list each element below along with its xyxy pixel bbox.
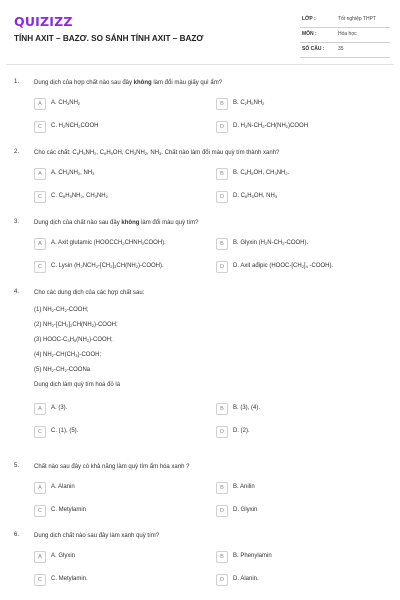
question-number: 4.	[14, 289, 20, 295]
quizizz-logo: QUIZIZZ	[14, 14, 73, 29]
option-text: A. $CH_3NH_2$	[51, 100, 81, 106]
meta-value: Tốt nghiệp THPT	[338, 16, 376, 22]
compound-line-1: (1) $NH_2-CH_2$-COOH;	[34, 307, 89, 313]
meta-row-count	[300, 43, 390, 58]
option-letter-box[interactable]: C	[34, 426, 46, 438]
option-letter-box[interactable]: B	[216, 482, 228, 494]
option-text: A. (3).	[51, 405, 68, 411]
option-text: B. $C_6H_5OH$, $CH_3NH_2$.	[233, 170, 290, 176]
option-letter-box[interactable]: C	[34, 261, 46, 273]
question-text: Cho các dung dịch của các hợp chất sau:	[34, 290, 145, 296]
compound-line-2: (2) $NH_2-[CH_2]_2CH(NH_2)$-COOH;	[34, 322, 118, 328]
option-text: D. (2).	[233, 428, 250, 434]
option-letter-box[interactable]: D	[216, 505, 228, 517]
option-letter-box[interactable]: D	[216, 121, 228, 133]
option-text: C. (1), (5).	[51, 428, 79, 434]
question-number: 1.	[14, 79, 20, 85]
question-text: Cho các chất: $C_6H_5NH_2$, $C_6H_5OH$, $CH_3NH_2$, $NH_3$. Chất nào làm đổi màu quỳ tím thành xanh?	[34, 150, 280, 156]
option-text: B. $C_2H_5NH_2$	[233, 100, 265, 106]
option-text: B. Anilin	[233, 484, 255, 490]
option-letter-box[interactable]: C	[34, 574, 46, 586]
option-letter-box[interactable]: C	[34, 191, 46, 203]
option-text: B. Phenylamin	[233, 553, 272, 559]
compound-line-3: (3) HOOC-$C_3H_5(NH_2)$-COOH;	[34, 337, 113, 343]
option-text: C. Lysin $(H_2NCH_2-[CH_2]_3CH(NH_2)-COOH)$.	[51, 263, 164, 269]
option-letter-box[interactable]: D	[216, 426, 228, 438]
compound-line-4: (4) $NH_2-CH(CH_3)$-COOH;	[34, 352, 102, 358]
question-prompt: Dung dịch làm quỳ tím hoá đỏ là	[34, 382, 121, 388]
page-header	[0, 0, 400, 62]
option-text: C. Metylamin	[51, 507, 87, 513]
meta-label: SỐ CÂU :	[302, 46, 325, 52]
question-text: Dung dịch của hợp chất nào sau đây không làm đổi màu giấy quì ẩm?	[34, 80, 223, 86]
option-text: C. $C_6H_5NH_2$, $CH_3NH_2$	[51, 193, 108, 199]
question-number: 2.	[14, 149, 20, 155]
option-letter-box[interactable]: A	[34, 98, 46, 110]
option-letter-box[interactable]: D	[216, 191, 228, 203]
option-letter-box[interactable]: C	[34, 505, 46, 517]
option-text: D. Axit ađipic ($HOOC-[CH_2]_4$ -COOH).	[233, 263, 334, 269]
option-text: A. $CH_3NH_2$, $NH_3$	[51, 170, 95, 176]
option-text: A. Axit glutamic $(HOOCCH_2CHNH_2COOH)$.	[51, 240, 166, 246]
option-text: A. Glyxin	[51, 553, 76, 559]
emphasis: không	[133, 80, 152, 86]
option-text: C. $H_2NCH_2COOH$	[51, 123, 99, 129]
question-text: Dung dịch của chất nào sau đây không làm đổi màu quỳ tím?	[34, 220, 199, 226]
meta-row-subject	[300, 28, 390, 43]
option-letter-box[interactable]: B	[216, 168, 228, 180]
option-letter-box[interactable]: B	[216, 551, 228, 563]
meta-label: LỚP :	[302, 16, 316, 22]
option-letter-box[interactable]: A	[34, 238, 46, 250]
meta-label: MÔN :	[302, 31, 317, 37]
option-letter-box[interactable]: B	[216, 238, 228, 250]
option-text: D. $H_2N-CH_2-CH(NH_2)COOH$	[233, 123, 309, 129]
meta-value: 35	[338, 46, 344, 52]
option-letter-box[interactable]: A	[34, 551, 46, 563]
option-letter-box[interactable]: D	[216, 574, 228, 586]
option-letter-box[interactable]: B	[216, 98, 228, 110]
option-letter-box[interactable]: A	[34, 403, 46, 415]
document-title: TÍNH AXIT – BAZƠ. SO SÁNH TÍNH AXIT – BAZƠ	[14, 34, 204, 43]
option-text: B. Glyxin $(H_2N-CH_2-COOH)$.	[233, 240, 309, 246]
header-divider	[6, 64, 394, 65]
option-letter-box[interactable]: D	[216, 261, 228, 273]
meta-info-table	[300, 13, 390, 58]
compound-line-5: (5) $NH_2-CH_2$-COONa	[34, 367, 91, 373]
option-letter-box[interactable]: A	[34, 168, 46, 180]
option-letter-box[interactable]: A	[34, 482, 46, 494]
question-text: Dung dịch chất nào sau đây làm xanh quỳ tím?	[34, 533, 160, 539]
option-text: C. Metylamin.	[51, 576, 88, 582]
option-text: B. (3), (4).	[233, 405, 261, 411]
option-text: D. $C_6H_5OH$, $NH_3$	[233, 193, 278, 199]
option-letter-box[interactable]: B	[216, 403, 228, 415]
question-text: Chất nào sau đây có khả năng làm quỳ tím ẩm hóa xanh ?	[34, 464, 190, 470]
emphasis: không	[121, 220, 140, 226]
option-letter-box[interactable]: C	[34, 121, 46, 133]
option-text: A. Alanin	[51, 484, 75, 490]
question-number: 3.	[14, 219, 20, 225]
question-number: 5.	[14, 463, 20, 469]
option-text: D. Glyxin	[233, 507, 258, 513]
meta-value: Hóa học	[338, 31, 357, 37]
meta-row-class	[300, 13, 390, 28]
question-number: 6.	[14, 532, 20, 538]
option-text: D. Alanin.	[233, 576, 259, 582]
